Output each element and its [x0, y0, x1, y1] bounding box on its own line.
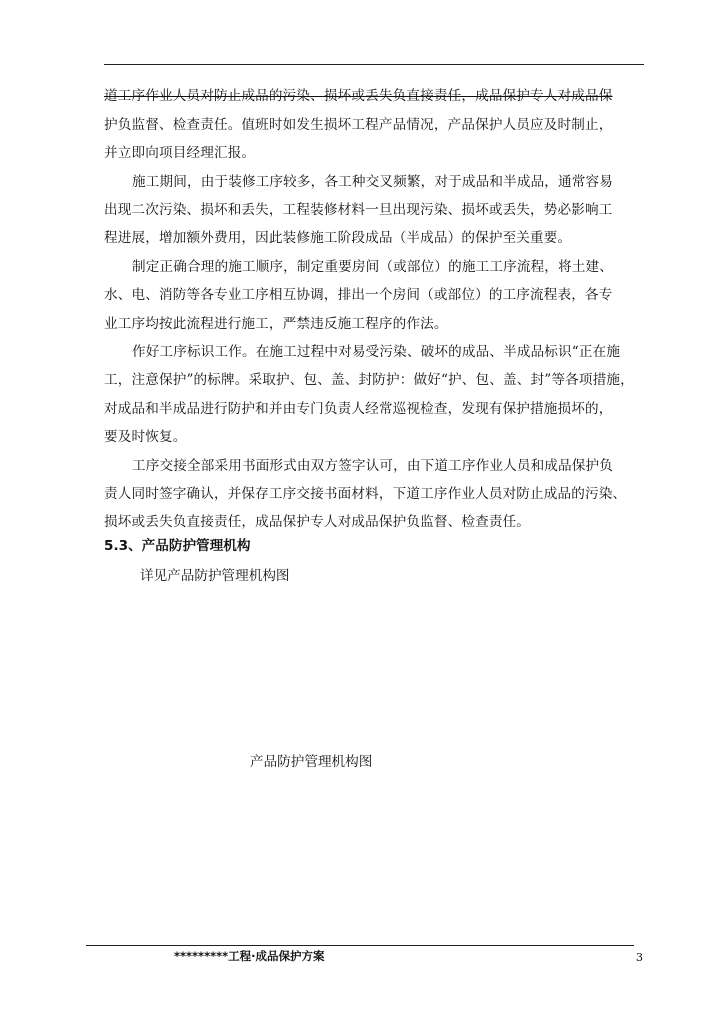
body-line: 业工序均按此流程进行施工，严禁违反施工程序的作法。: [104, 316, 448, 332]
header-rule: [104, 64, 644, 65]
page-number: 3: [636, 951, 643, 964]
paragraph-first-line: 作好工序标识工作。在施工过程中对易受污染、破坏的成品、半成品标识“正在施: [132, 344, 621, 360]
body-line: 出现二次污染、损坏和丢失，工程装修材料一旦出现污染、损坏或丢失，势必影响工: [104, 202, 613, 218]
body-line: 对成品和半成品进行防护和并由专门负责人经常巡视检查，发现有保护措施损坏的，: [104, 401, 613, 417]
see-figure-text: 详见产品防护管理机构图: [140, 568, 290, 584]
paragraph-first-line: 施工期间，由于装修工序较多，各工种交叉频繁，对于成品和半成品，通常容易: [132, 174, 614, 190]
body-line: 并立即向项目经理汇报。: [104, 145, 256, 161]
body-line: 水、电、消防等各专业工序相互协调，排出一个房间（或部位）的工序流程表，各专: [104, 287, 613, 303]
body-line: 损坏或丢失负直接责任，成品保护专人对成品保护负监督、检查责任。: [104, 514, 531, 530]
body-line: 责人同时签字确认，并保存工序交接书面材料，下道工序作业人员对防止成品的污染、: [104, 486, 627, 502]
body-line: 护负监督、检查责任。值班时如发生损坏工程产品情况，产品保护人员应及时制止，: [104, 117, 613, 133]
paragraph-first-line: 工序交接全部采用书面形式由双方签字认可，由下道工序作业人员和成品保护负: [132, 458, 614, 474]
footer-rule: [86, 945, 634, 946]
body-line: 道工序作业人员对防止成品的污染、损坏或丢失负直接责任，成品保护专人对成品保: [104, 88, 613, 104]
body-line: 工，注意保护”的标牌。采取护、包、盖、封防护：做好“护、包、盖、封”等各项措施，: [104, 372, 634, 388]
figure-caption: 产品防护管理机构图: [250, 754, 373, 770]
body-line: 程进展，增加额外费用，因此装修施工阶段成品（半成品）的保护至关重要。: [104, 230, 572, 246]
body-line: 要及时恢复。: [104, 429, 187, 445]
footer-title: *********工程·成品保护方案: [174, 949, 325, 963]
paragraph-first-line: 制定正确合理的施工顺序，制定重要房间（或部位）的施工工序流程，将土建、: [132, 259, 614, 275]
section-heading: 5.3、产品防护管理机构: [104, 538, 251, 554]
